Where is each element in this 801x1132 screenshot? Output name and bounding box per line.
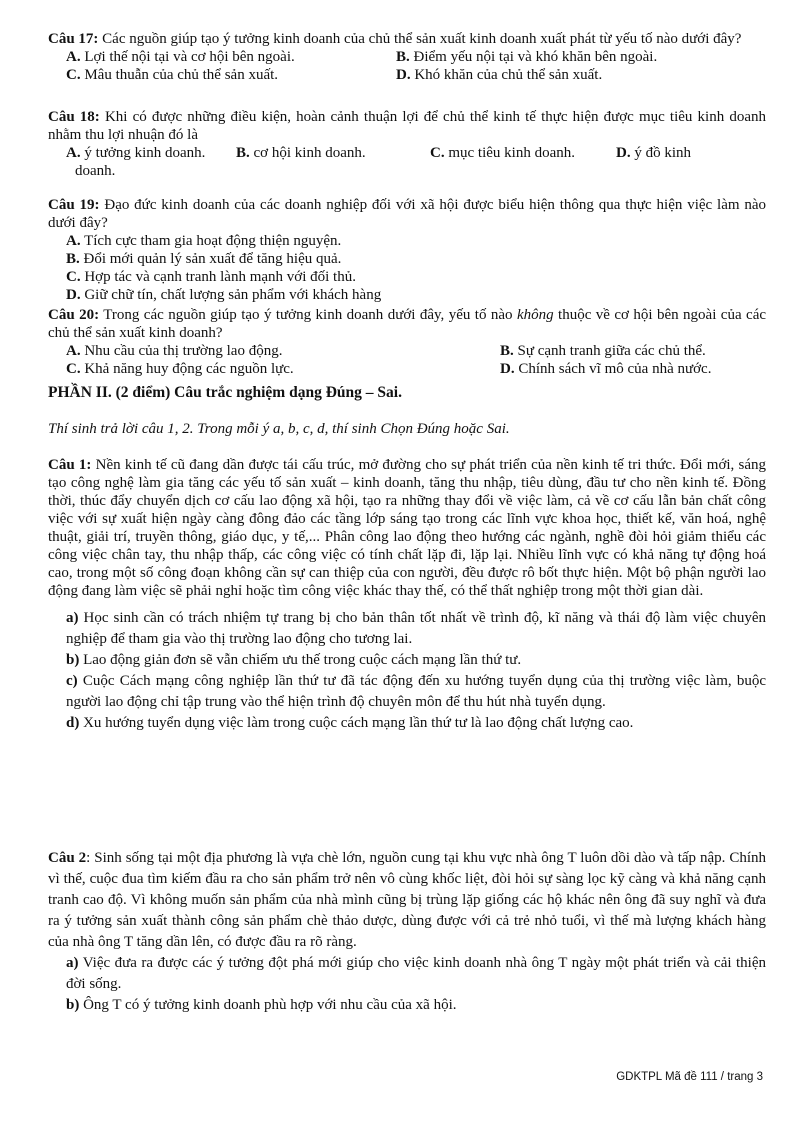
option-a[interactable]: A. Nhu cầu của thị trường lao động. (66, 343, 283, 359)
statement-a[interactable]: a) Việc đưa ra được các ý tưởng đột phá mới giúp cho việc kinh doanh nhà ông T ngày một phát triển và cải thiện đời sống. (66, 955, 766, 992)
question-19-options (48, 232, 766, 304)
option-b[interactable]: B. Điểm yếu nội tại và khó khăn bên ngoài. (396, 49, 658, 65)
option-c[interactable]: C. mục tiêu kinh doanh. (430, 145, 575, 161)
question-17-label: Câu 17: (48, 31, 99, 47)
option-b[interactable]: B. Sự cạnh tranh giữa các chủ thể. (500, 343, 706, 359)
option-d[interactable]: D. ý đồ kinh (616, 145, 692, 161)
option-d-wrap: doanh. (75, 163, 116, 179)
question-17-options (48, 48, 766, 84)
question-18 (48, 108, 766, 180)
option-c[interactable]: C. Khả năng huy động các nguồn lực. (66, 361, 294, 377)
option-c[interactable]: C. Mâu thuẫn của chủ thể sản xuất. (66, 67, 279, 83)
question-19-label: Câu 19: (48, 197, 100, 213)
statement-b[interactable]: b) Ông T có ý tưởng kinh doanh phù hợp với nhu cầu của xã hội. (66, 997, 457, 1013)
part-2-heading: PHẦN II. (2 điểm) Câu trắc nghiệm dạng Đúng – Sai. (48, 384, 402, 401)
part-2-instruction: Thí sinh trả lời câu 1, 2. Trong mỗi ý a, b, c, d, thí sinh Chọn Đúng hoặc Sai. (48, 421, 510, 437)
tf-question-2-items (48, 953, 766, 1016)
option-a[interactable]: A. Tích cực tham gia hoạt động thiện nguyện. (66, 233, 342, 249)
question-18-stem: Câu 18: Khi có được những điều kiện, hoàn cảnh thuận lợi để chủ thể kinh tế thực hiện được mục tiêu kinh doanh nhằm thu lợi nhuận đó là (48, 109, 767, 143)
tf-question-2-stem: Câu 2: Sinh sống tại một địa phương là vựa chè lớn, nguồn cung tại khu vực nhà ông T luôn dồi dào và tấp nập. Chính vì thế, cuộc đua tìm kiếm đầu ra cho sản phẩm trở nên vô cùng khốc liệt, đòi hỏi sự sàng lọc kỹ càng và khả năng cạnh tranh cao độ. Vì không muốn sản phẩm của nhà mình cũng bị trùng lặp giống các hộ khác nên ông đã suy nghĩ và đưa ra ý tưởng sản xuất thành công sản phẩm chè thảo dược, dùng được với cả trẻ nhỏ tuổi, vì thế mà lượng khách hàng của nhà ông T tăng dần lên, có được đầu ra rõ ràng. (48, 850, 766, 950)
page-footer: GDKTPL Mã đề 111 / trang 3 (616, 1071, 763, 1083)
option-d[interactable]: D. Khó khăn của chủ thể sản xuất. (396, 67, 603, 83)
statement-d[interactable]: d) Xu hướng tuyển dụng việc làm trong cuộc cách mạng lần thứ tư là lao động chất lượng cao. (66, 715, 634, 731)
option-a[interactable]: A. ý tưởng kinh doanh. (66, 145, 206, 161)
tf-question-1-items (48, 608, 766, 734)
question-17-stem: Câu 17: Các nguồn giúp tạo ý tưởng kinh doanh của chủ thể sản xuất kinh doanh xuất phát từ yếu tố nào dưới đây? (48, 31, 742, 47)
statement-a[interactable]: a) Học sinh cần có trách nhiệm tự trang bị cho bản thân tốt nhất về trình độ, kĩ năng và thái độ làm việc chuyên nghiệp để tham gia vào thị trường lao động cho tương lai. (66, 610, 766, 647)
question-20-label: Câu 20: (48, 307, 100, 323)
option-b[interactable]: B. Đổi mới quản lý sản xuất để tăng hiệu quả. (66, 251, 342, 267)
tf-question-2 (48, 848, 766, 1016)
tf-question-2-label: Câu 2 (48, 850, 87, 866)
tf-question-1-label: Câu 1: (48, 457, 92, 473)
option-b[interactable]: B. cơ hội kinh doanh. (236, 145, 366, 161)
tf-question-1 (48, 456, 766, 734)
statement-b[interactable]: b) Lao động giản đơn sẽ vẫn chiếm ưu thế trong cuộc cách mạng lần thứ tư. (66, 652, 522, 668)
option-d[interactable]: D. Chính sách vĩ mô của nhà nước. (500, 361, 712, 377)
question-18-label: Câu 18: (48, 109, 100, 125)
question-19 (48, 196, 766, 304)
question-20-options (48, 342, 766, 378)
tf-question-1-stem: Câu 1: Nền kinh tế cũ đang dần được tái cấu trúc, mở đường cho sự phát triển của nền kinh tế tri thức. Đổi mới, sáng tạo công nghệ làm gia tăng các yếu tố sản xuất – kinh doanh, tăng thu nhập, tiêu dùng, đầu tư cho nền kinh tế. Đồng thời, thúc đẩy chuyển dịch cơ cấu lao động xã hội, tạo ra những thay đổi về việc làm, cả về cơ cấu lẫn bản chất công việc với sự xuất hiện ngày càng đông đảo các tầng lớp sáng tạo trong các lĩnh vực khoa học, thiết kế, văn hoá, nghệ thuật, giải trí, truyền thông, giáo dục, y tế,... Phân công lao động theo hướng các ngành, nghề đòi hỏi giảm thiểu các công việc chân tay, thu nhập thấp, các công việc có tính chất lặp đi, lặp lại. Nhiều lĩnh vực có khả năng tự động hoá cao, trong một số công đoạn không cần sự can thiệp của con người, đều được rô bốt thực hiện. Một bộ phận người lao động đang làm việc sẽ phải nghỉ hoặc tìm công việc khác thay thế, có thể thất nghiệp trong một thời gian dài. (48, 457, 767, 599)
option-d[interactable]: D. Giữ chữ tín, chất lượng sản phẩm với khách hàng (66, 287, 382, 303)
question-20-stem: Câu 20: Trong các nguồn giúp tạo ý tưởng kinh doanh dưới đây, yếu tố nào không thuộc về cơ hội bên ngoài của các chủ thể sản xuất kinh doanh? (48, 307, 767, 341)
question-20 (48, 306, 766, 378)
option-a[interactable]: A. Lợi thế nội tại và cơ hội bên ngoài. (66, 49, 295, 65)
question-19-stem: Câu 19: Đạo đức kinh doanh của các doanh nghiệp đối với xã hội được biểu hiện thông qua thực hiện việc làm nào dưới đây? (48, 197, 767, 231)
option-c[interactable]: C. Hợp tác và cạnh tranh lành mạnh với đối thủ. (66, 269, 356, 285)
question-17 (48, 30, 766, 84)
question-18-options (48, 144, 766, 180)
statement-c[interactable]: c) Cuộc Cách mạng công nghiệp lần thứ tư đã tác động đến xu hướng tuyển dụng của thị trường việc làm, buộc người lao động chỉ tập trung vào thể hiện trình độ chuyên môn để thu hút nhà tuyển dụng. (66, 673, 767, 710)
